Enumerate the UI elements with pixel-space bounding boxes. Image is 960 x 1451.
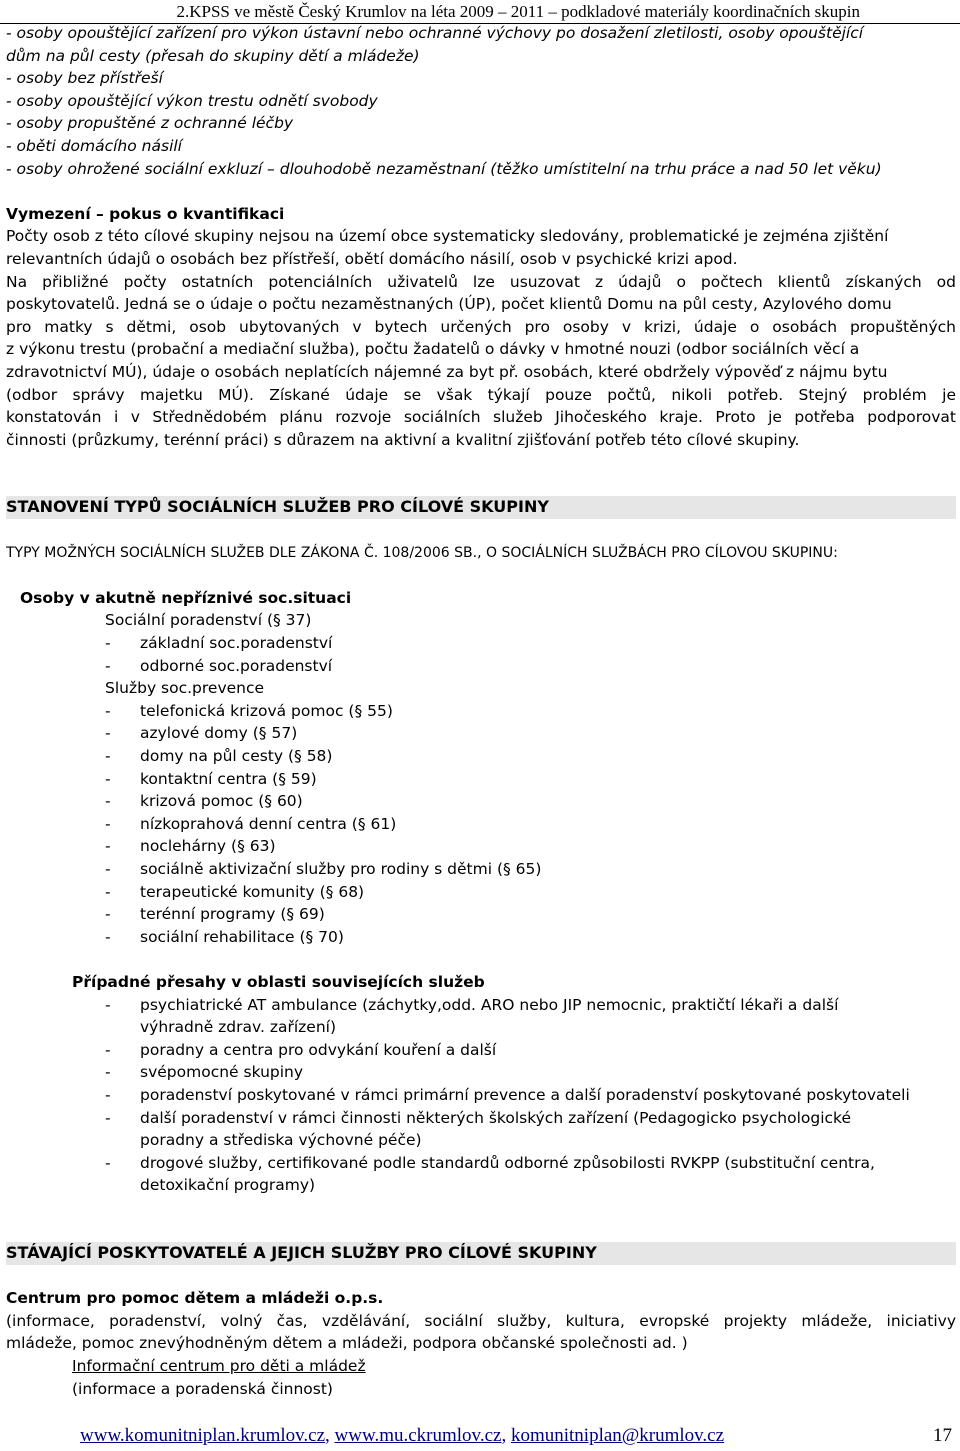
group-title: Případné přesahy v oblasti souvisejících služeb <box>72 972 485 991</box>
list-item: - poradenství poskytované v rámci primární prevence a další poradenství poskytované poskytovateli <box>105 1085 910 1104</box>
footer-link-komunitniplan[interactable]: www.komunitniplan.krumlov.cz <box>80 1425 326 1446</box>
paragraph-line: poskytovatelů. Jedná se o údaje o počtu nezaměstnaných (ÚP), počet klientů Domu na půl cesty, Azylového domu <box>6 295 892 314</box>
list-item: - sociální rehabilitace (§ 70) <box>105 927 344 946</box>
list-item: - základní soc.poradenství <box>105 634 333 653</box>
list-item: - nízkoprahová denní centra (§ 61) <box>105 814 397 833</box>
list-item: - domy na půl cesty (§ 58) <box>105 747 333 765</box>
service-name: Informační centrum pro děti a mládež <box>72 1357 366 1376</box>
running-header: 2.KPSS ve městě Český Krumlov na léta 2009 – 2011 – podkladové materiály koordinačních skupin <box>0 2 960 24</box>
list-item: - sociálně aktivizační služby pro rodiny s dětmi (§ 65) <box>105 859 542 878</box>
section-heading: STANOVENÍ TYPŮ SOCIÁLNÍCH SLUŽEB PRO CÍLOVÉ SKUPINY <box>6 496 956 519</box>
list-item-continuation: poradny a střediska výchovné péče) <box>140 1131 422 1150</box>
paragraph-line: zdravotnictví MÚ), údaje o osobách neplatících nájemné za byt př. osobách, které obdržely výpověď z nájmu bytu <box>6 362 888 381</box>
paragraph-line: relevantních údajů o osobách bez přístřeší, obětí domácího násilí, osob v psychické krizi apod. <box>6 249 738 268</box>
list-item: - psychiatrické AT ambulance (záchytky,odd. ARO nebo JIP nemocnic, praktičtí lékaři a další <box>105 995 839 1014</box>
section-heading: STÁVAJÍCÍ POSKYTOVATELÉ A JEJICH SLUŽBY PRO CÍLOVÉ SKUPINY <box>6 1242 956 1265</box>
list-item: - drogové služby, certifikované podle standardů odborné způsobilosti RVKPP (substituční centra, <box>105 1153 875 1172</box>
service-description: (informace a poradenská činnost) <box>72 1379 333 1398</box>
list-item: - azylové domy (§ 57) <box>105 724 298 743</box>
list-item: dům na půl cesty (přesah do skupiny dětí a mládeže) <box>6 46 420 65</box>
paragraph-line: (informace, poradenství, volný čas, vzdělávání, sociální služby, kultura, evropské projekty mládeže, iniciativy <box>6 1311 956 1330</box>
list-item-continuation: výhradně zdrav. zařízení) <box>140 1018 336 1037</box>
paragraph-line: pro matky s dětmi, osob ubytovaných v bytech určených pro osoby v krizi, údaje o osobách propuštěných <box>6 317 956 336</box>
list-item: - osoby propuštěné z ochranné léčby <box>6 114 294 133</box>
paragraph-line: Na přibližné počty ostatních potenciálních uživatelů lze usuzovat z údajů o počtech klientů získaných od <box>6 272 956 291</box>
list-item: - osoby opouštějící zařízení pro výkon ústavní nebo ochranné výchovy po dosažení zletilosti, osoby opouštějící <box>6 24 864 42</box>
list-item: - telefonická krizová pomoc (§ 55) <box>105 701 393 720</box>
list-item: - kontaktní centra (§ 59) <box>105 769 317 788</box>
quantification-heading: Vymezení – pokus o kvantifikaci <box>6 204 285 223</box>
list-item: - osoby bez přístřeší <box>6 69 163 88</box>
footer-link-email[interactable]: komunitniplan@krumlov.cz <box>510 1425 725 1446</box>
list-item: - krizová pomoc (§ 60) <box>105 792 303 811</box>
list-item: - terapeutické komunity (§ 68) <box>105 882 365 901</box>
list-item-continuation: detoxikační programy) <box>140 1176 316 1195</box>
paragraph-line: z výkonu trestu (probační a mediační služba), počtu žadatelů o dávky v hmotné nouzi (odbor sociálních věcí a <box>6 340 860 359</box>
paragraph-line: mládeže, pomoc znevýhodněným dětem a mládeži, podpora občanské společnosti ad. ) <box>6 1334 688 1353</box>
list-item: - terénní programy (§ 69) <box>105 905 325 924</box>
footer-links: www.komunitniplan.krumlov.cz, www.mu.ckrumlov.cz, komunitniplan@krumlov.cz <box>80 1425 725 1446</box>
provider-name: Centrum pro pomoc dětem a mládeži o.p.s. <box>6 1289 384 1308</box>
page-body <box>6 22 956 1400</box>
paragraph-line: konstatován i v Střednědobém plánu rozvoje sociálních služeb Jihočeského kraje. Proto je potřeba podporovat <box>6 408 956 427</box>
paragraph-line: Počty osob z této cílové skupiny nejsou na území obce systematicky sledovány, problematické je zejména zjištění <box>6 227 889 246</box>
group-title: Osoby v akutně nepříznivé soc.situaci <box>20 588 352 607</box>
paragraph-line: činnosti (průzkumy, terénní práci) s důrazem na aktivní a kvalitní zjišťování potřeb této cílové skupiny. <box>6 430 800 449</box>
list-item: - poradny a centra pro odvykání kouření a další <box>105 1040 497 1059</box>
section-subtitle: TYPY MOŽNÝCH SOCIÁLNÍCH SLUŽEB DLE ZÁKONA Č. 108/2006 SB., O SOCIÁLNÍCH SLUŽBÁCH PRO CÍLOVOU SKUPINU: <box>6 544 838 561</box>
list-item: - oběti domácího násilí <box>6 136 182 155</box>
category-title: Služby soc.prevence <box>105 679 265 698</box>
list-item: - osoby ohrožené sociální exkluzí – dlouhodobě nezaměstnaní (těžko umístitelní na trhu práce a nad 50 let věku) <box>6 159 882 178</box>
list-item: - noclehárny (§ 63) <box>105 837 276 856</box>
list-item: - osoby opouštějící výkon trestu odnětí svobody <box>6 91 378 110</box>
page-number: 17 <box>933 1425 952 1446</box>
paragraph-line: (odbor správy majetku MÚ). Získané údaje se však týkají pouze počtů, nikoli potřeb. Stejný problém je <box>6 385 956 404</box>
list-item: - odborné soc.poradenství <box>105 656 333 675</box>
category-title: Sociální poradenství (§ 37) <box>105 611 312 630</box>
target-group-list <box>6 22 956 180</box>
list-item: - svépomocné skupiny <box>105 1063 304 1082</box>
footer-link-mu[interactable]: www.mu.ckrumlov.cz <box>334 1425 502 1446</box>
list-item: - další poradenství v rámci činnosti některých školských zařízení (Pedagogicko psychologické <box>105 1108 851 1127</box>
